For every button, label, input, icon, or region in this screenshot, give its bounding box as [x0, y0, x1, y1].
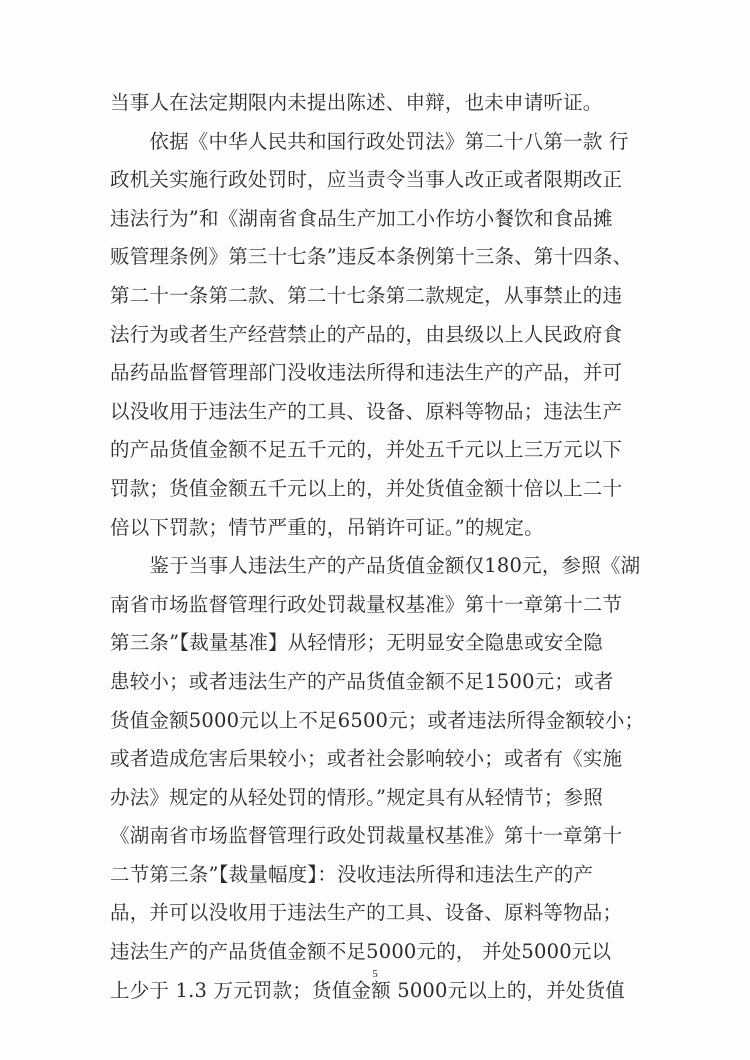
body-text — [110, 84, 655, 1010]
text-line: 《湖南省市场监督管理行政处罚裁量权基准》第十一章第十 — [110, 824, 623, 848]
text-line: 货值金额5000元以上不足6500元；或者违法所得金额较小； — [110, 708, 645, 732]
text-line: 贩管理条例》第三十七条”违反本条例第十三条、第十四条、 — [110, 245, 633, 269]
text-line: 办法》规定的从轻处罚的情形。”规定具有从轻情节；参照 — [110, 785, 603, 809]
text-line: 南省市场监督管理行政处罚裁量权基准》第十一章第十二节 — [110, 592, 623, 616]
text-line: 政机关实施行政处罚时，应当责令当事人改正或者限期改正 — [110, 168, 623, 192]
text-line: 二节第三条”【裁量幅度】：没收违法所得和违法生产的产 — [110, 862, 594, 886]
text-line: 或者造成危害后果较小；或者社会影响较小；或者有《实施 — [110, 747, 623, 771]
text-line: 第二十一条第二款、第二十七条第二款规定，从事禁止的违 — [110, 283, 623, 307]
text-line: 依据《中华人民共和国行政处罚法》第二十八第一款 行 — [110, 129, 629, 153]
text-line: 鉴于当事人违法生产的产品货值金额仅180元，参照《湖 — [110, 554, 641, 578]
text-line: 的产品货值金额不足五千元的，并处五千元以上三万元以下 — [110, 438, 623, 462]
text-line: 当事人在法定期限内未提出陈述、申辩，也未申请听证。 — [110, 91, 603, 114]
text-line: 违法生产的产品货值金额不足5000元的， 并处5000元以 — [110, 940, 612, 964]
text-line: 法行为或者生产经营禁止的产品的，由县级以上人民政府食 — [110, 322, 623, 346]
text-line: 患较小；或者违法生产的产品货值金额不足1500元；或者 — [110, 669, 614, 693]
text-line: 罚款；货值金额五千元以上的，并处货值金额十倍以上二十 — [110, 476, 623, 500]
text-line: 倍以下罚款；情节严重的，吊销许可证。”的规定。 — [110, 515, 544, 539]
page-number: 5 — [372, 968, 378, 980]
text-line: 以没收用于违法生产的工具、设备、原料等物品；违法生产 — [110, 399, 623, 423]
text-line: 品药品监督管理部门没收违法所得和违法生产的产品，并可 — [110, 361, 623, 385]
text-line: 品，并可以没收用于违法生产的工具、设备、原料等物品； — [110, 901, 623, 925]
text-line: 上少于 1.3 万元罚款；货值金额 5000元以上的，并处货值 — [110, 978, 625, 1002]
text-line: 违法行为”和《湖南省食品生产加工小作坊小餐饮和食品摊 — [110, 206, 613, 230]
text-line: 第三条”【裁量基准】从轻情形；无明显安全隐患或安全隐 — [110, 631, 603, 655]
